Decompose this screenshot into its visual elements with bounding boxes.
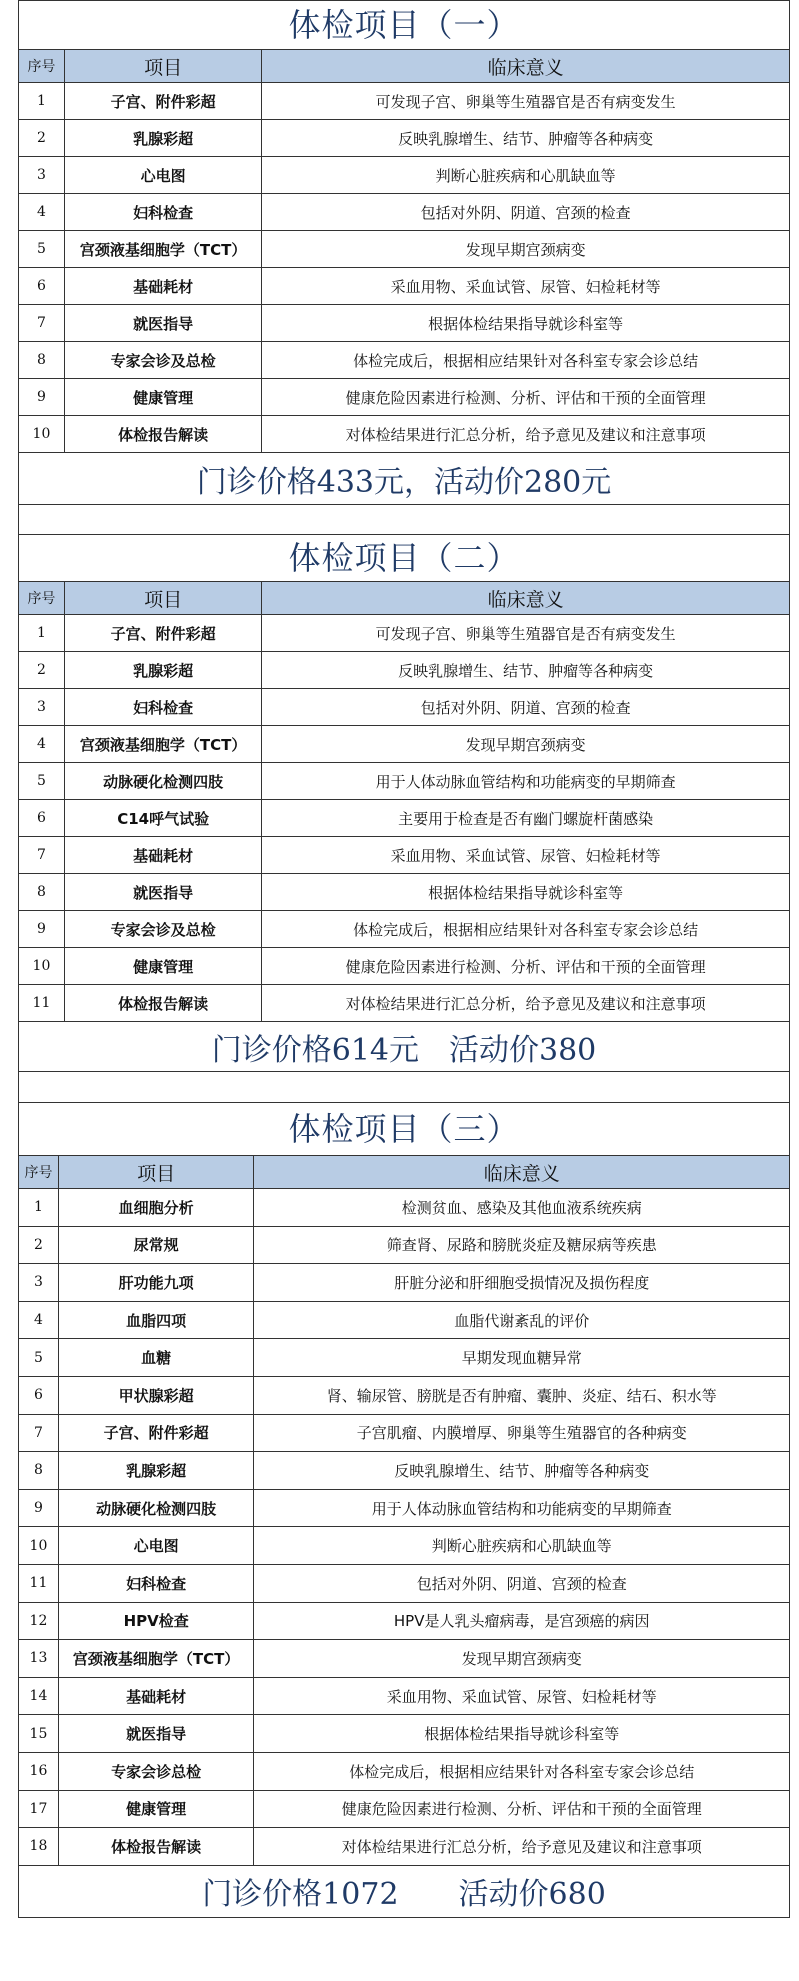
table-header xyxy=(19,1156,789,1189)
row-number: 15 xyxy=(19,1715,59,1752)
row-meaning: 用于人体动脉血管结构和功能病变的早期筛查 xyxy=(375,772,676,791)
row-item: 乳腺彩超 xyxy=(59,1452,255,1489)
row-item: 宫颈液基细胞学（TCT） xyxy=(65,231,262,267)
row-meaning: 主要用于检查是否有幽门螺旋杆菌感染 xyxy=(398,809,654,828)
table-row xyxy=(19,1452,789,1490)
row-meaning: 采血用物、采血试管、尿管、妇检耗材等 xyxy=(386,1687,657,1706)
row-number: 18 xyxy=(19,1828,59,1865)
section-title: 体检项目（二） xyxy=(19,535,789,582)
table-row xyxy=(19,1264,789,1302)
row-meaning: 采血用物、采血试管、尿管、妇检耗材等 xyxy=(390,277,661,296)
row-number: 8 xyxy=(19,1452,59,1489)
row-number: 9 xyxy=(19,1490,59,1527)
row-number: 7 xyxy=(19,837,65,873)
row-number: 8 xyxy=(19,874,65,910)
table-row xyxy=(19,268,789,305)
row-number: 11 xyxy=(19,985,65,1021)
row-number: 10 xyxy=(19,1527,59,1564)
table-row xyxy=(19,1527,789,1565)
row-meaning: 对体检结果进行汇总分析，给予意见及建议和注意事项 xyxy=(341,1837,702,1856)
row-item: HPV检查 xyxy=(59,1603,255,1640)
table-row xyxy=(19,1753,789,1791)
row-number: 11 xyxy=(19,1565,59,1602)
table-row xyxy=(19,837,789,874)
header-no: 序号 xyxy=(19,582,65,614)
row-number: 3 xyxy=(19,689,65,725)
table-row xyxy=(19,1189,789,1227)
row-number: 2 xyxy=(19,652,65,688)
table-row xyxy=(19,1603,789,1641)
table-row xyxy=(19,689,789,726)
row-item: 乳腺彩超 xyxy=(65,652,262,688)
row-meaning: 血脂代谢紊乱的评价 xyxy=(454,1311,590,1330)
row-meaning: HPV是人乳头瘤病毒，是宫颈癌的病因 xyxy=(393,1612,650,1631)
row-number: 8 xyxy=(19,342,65,378)
row-number: 1 xyxy=(19,615,65,651)
row-item: 就医指导 xyxy=(65,874,262,910)
row-item: 专家会诊及总检 xyxy=(65,342,262,378)
package-section-2 xyxy=(18,535,790,1103)
row-meaning: 体检完成后，根据相应结果针对各科室专家会诊总结 xyxy=(353,351,699,370)
row-item: 子宫、附件彩超 xyxy=(65,615,262,651)
table-row xyxy=(19,985,789,1022)
row-item: 体检报告解读 xyxy=(65,416,262,452)
table-row xyxy=(19,874,789,911)
table-row xyxy=(19,911,789,948)
row-meaning: 用于人体动脉血管结构和功能病变的早期筛查 xyxy=(371,1499,672,1518)
row-meaning: 发现早期宫颈病变 xyxy=(465,240,586,259)
row-number: 7 xyxy=(19,305,65,341)
price-line: 门诊价格614元 活动价380 xyxy=(19,1022,789,1072)
row-item: 宫颈液基细胞学（TCT） xyxy=(65,726,262,762)
row-meaning: 早期发现血糖异常 xyxy=(461,1349,582,1368)
row-number: 6 xyxy=(19,800,65,836)
row-item: 专家会诊总检 xyxy=(59,1753,255,1790)
package-section-1 xyxy=(18,0,790,535)
row-meaning: 根据体检结果指导就诊科室等 xyxy=(428,883,624,902)
row-meaning: 检测贫血、感染及其他血液系统疾病 xyxy=(401,1198,642,1217)
row-meaning: 健康危险因素进行检测、分析、评估和干预的全面管理 xyxy=(345,957,706,976)
row-item: 健康管理 xyxy=(59,1791,255,1828)
header-meaning: 临床意义 xyxy=(487,56,564,79)
row-number: 6 xyxy=(19,268,65,304)
row-meaning: 筛查肾、尿路和膀胱炎症及糖尿病等疾患 xyxy=(386,1236,657,1255)
row-meaning: 对体检结果进行汇总分析，给予意见及建议和注意事项 xyxy=(345,994,706,1013)
header-item: 项目 xyxy=(65,50,262,82)
table-row xyxy=(19,1339,789,1377)
table-header xyxy=(19,582,789,615)
row-number: 1 xyxy=(19,1189,59,1226)
table-row xyxy=(19,157,789,194)
header-meaning: 临床意义 xyxy=(487,588,564,611)
table-row xyxy=(19,120,789,157)
row-meaning: 健康危险因素进行检测、分析、评估和干预的全面管理 xyxy=(345,388,706,407)
section-spacer xyxy=(19,505,789,535)
row-meaning: 体检完成后，根据相应结果针对各科室专家会诊总结 xyxy=(349,1762,695,1781)
header-no: 序号 xyxy=(19,1156,59,1188)
table-row xyxy=(19,1715,789,1753)
row-number: 9 xyxy=(19,911,65,947)
row-number: 3 xyxy=(19,1264,59,1301)
table-row xyxy=(19,342,789,379)
row-number: 1 xyxy=(19,83,65,119)
row-item: 尿常规 xyxy=(59,1227,255,1264)
package-section-3 xyxy=(18,1103,790,1918)
row-meaning: 健康危险因素进行检测、分析、评估和干预的全面管理 xyxy=(341,1800,702,1819)
row-meaning: 反映乳腺增生、结节、肿瘤等各种病变 xyxy=(394,1461,650,1480)
row-number: 13 xyxy=(19,1640,59,1677)
table-row xyxy=(19,305,789,342)
row-number: 2 xyxy=(19,1227,59,1264)
row-number: 5 xyxy=(19,231,65,267)
table-row xyxy=(19,1377,789,1415)
table-header xyxy=(19,50,789,83)
row-number: 10 xyxy=(19,416,65,452)
row-item: 乳腺彩超 xyxy=(65,120,262,156)
table-row xyxy=(19,1565,789,1603)
row-item: 健康管理 xyxy=(65,379,262,415)
row-number: 16 xyxy=(19,1753,59,1790)
row-item: 基础耗材 xyxy=(65,837,262,873)
row-meaning: 采血用物、采血试管、尿管、妇检耗材等 xyxy=(390,846,661,865)
table-row xyxy=(19,1490,789,1528)
price-line: 门诊价格433元，活动价280元 xyxy=(19,453,789,505)
row-item: 妇科检查 xyxy=(59,1565,255,1602)
row-meaning: 判断心脏疾病和心肌缺血等 xyxy=(431,1537,612,1556)
row-number: 10 xyxy=(19,948,65,984)
row-meaning: 根据体检结果指导就诊科室等 xyxy=(428,314,624,333)
row-item: 就医指导 xyxy=(65,305,262,341)
row-item: 心电图 xyxy=(59,1527,255,1564)
table-row xyxy=(19,1791,789,1829)
row-meaning: 可发现子宫、卵巢等生殖器官是否有病变发生 xyxy=(375,92,676,111)
row-number: 3 xyxy=(19,157,65,193)
table-row xyxy=(19,948,789,985)
row-item: 妇科检查 xyxy=(65,194,262,230)
row-item: 体检报告解读 xyxy=(59,1828,255,1865)
row-item: 体检报告解读 xyxy=(65,985,262,1021)
section-title: 体检项目（一） xyxy=(19,1,789,50)
row-item: 基础耗材 xyxy=(59,1678,255,1715)
row-number: 4 xyxy=(19,726,65,762)
row-item: 基础耗材 xyxy=(65,268,262,304)
row-item: 就医指导 xyxy=(59,1715,255,1752)
row-meaning: 反映乳腺增生、结节、肿瘤等各种病变 xyxy=(398,129,654,148)
table-row xyxy=(19,1640,789,1678)
table-row xyxy=(19,379,789,416)
row-meaning: 可发现子宫、卵巢等生殖器官是否有病变发生 xyxy=(375,624,676,643)
row-number: 14 xyxy=(19,1678,59,1715)
table-row xyxy=(19,726,789,763)
row-meaning: 包括对外阴、阴道、宫颈的检查 xyxy=(420,698,631,717)
row-number: 4 xyxy=(19,194,65,230)
table-row xyxy=(19,1227,789,1265)
table-row xyxy=(19,83,789,120)
table-row xyxy=(19,194,789,231)
row-meaning: 对体检结果进行汇总分析，给予意见及建议和注意事项 xyxy=(345,425,706,444)
table-row xyxy=(19,800,789,837)
table-row xyxy=(19,1302,789,1340)
row-meaning: 反映乳腺增生、结节、肿瘤等各种病变 xyxy=(398,661,654,680)
row-meaning: 根据体检结果指导就诊科室等 xyxy=(424,1725,620,1744)
row-item: 子宫、附件彩超 xyxy=(65,83,262,119)
row-item: 健康管理 xyxy=(65,948,262,984)
header-item: 项目 xyxy=(59,1156,255,1188)
table-row xyxy=(19,1678,789,1716)
row-meaning: 肝脏分泌和肝细胞受损情况及损伤程度 xyxy=(394,1273,650,1292)
table-row xyxy=(19,1415,789,1453)
table-row xyxy=(19,763,789,800)
row-meaning: 子宫肌瘤、内膜增厚、卵巢等生殖器官的各种病变 xyxy=(356,1424,687,1443)
row-meaning: 发现早期宫颈病变 xyxy=(465,735,586,754)
row-number: 9 xyxy=(19,379,65,415)
row-number: 6 xyxy=(19,1377,59,1414)
row-item: 子宫、附件彩超 xyxy=(59,1415,255,1452)
row-meaning: 包括对外阴、阴道、宫颈的检查 xyxy=(420,203,631,222)
row-item: 肝功能九项 xyxy=(59,1264,255,1301)
row-item: 宫颈液基细胞学（TCT） xyxy=(59,1640,255,1677)
row-item: 血脂四项 xyxy=(59,1302,255,1339)
row-meaning: 发现早期宫颈病变 xyxy=(461,1649,582,1668)
row-number: 7 xyxy=(19,1415,59,1452)
row-item: 动脉硬化检测四肢 xyxy=(59,1490,255,1527)
row-meaning: 体检完成后，根据相应结果针对各科室专家会诊总结 xyxy=(353,920,699,939)
row-meaning: 判断心脏疾病和心肌缺血等 xyxy=(435,166,616,185)
row-meaning: 肾、输尿管、膀胱是否有肿瘤、囊肿、炎症、结石、积水等 xyxy=(326,1386,717,1405)
row-number: 5 xyxy=(19,1339,59,1376)
row-item: 妇科检查 xyxy=(65,689,262,725)
header-item: 项目 xyxy=(65,582,262,614)
section-title: 体检项目（三） xyxy=(19,1103,789,1156)
row-number: 17 xyxy=(19,1791,59,1828)
row-item: 甲状腺彩超 xyxy=(59,1377,255,1414)
row-meaning: 包括对外阴、阴道、宫颈的检查 xyxy=(416,1574,627,1593)
header-meaning: 临床意义 xyxy=(483,1162,560,1185)
header-no: 序号 xyxy=(19,50,65,82)
table-row xyxy=(19,416,789,453)
price-line: 门诊价格1072 活动价680 xyxy=(19,1866,789,1918)
table-row xyxy=(19,652,789,689)
row-item: 血细胞分析 xyxy=(59,1189,255,1226)
row-item: 血糖 xyxy=(59,1339,255,1376)
row-item: 动脉硬化检测四肢 xyxy=(65,763,262,799)
section-spacer xyxy=(19,1072,789,1103)
table-row xyxy=(19,615,789,652)
checkup-sheet xyxy=(18,0,790,1918)
table-row xyxy=(19,231,789,268)
row-number: 12 xyxy=(19,1603,59,1640)
row-number: 4 xyxy=(19,1302,59,1339)
row-number: 2 xyxy=(19,120,65,156)
row-item: 心电图 xyxy=(65,157,262,193)
row-item: 专家会诊及总检 xyxy=(65,911,262,947)
row-number: 5 xyxy=(19,763,65,799)
row-item: C14呼气试验 xyxy=(65,800,262,836)
table-row xyxy=(19,1828,789,1866)
